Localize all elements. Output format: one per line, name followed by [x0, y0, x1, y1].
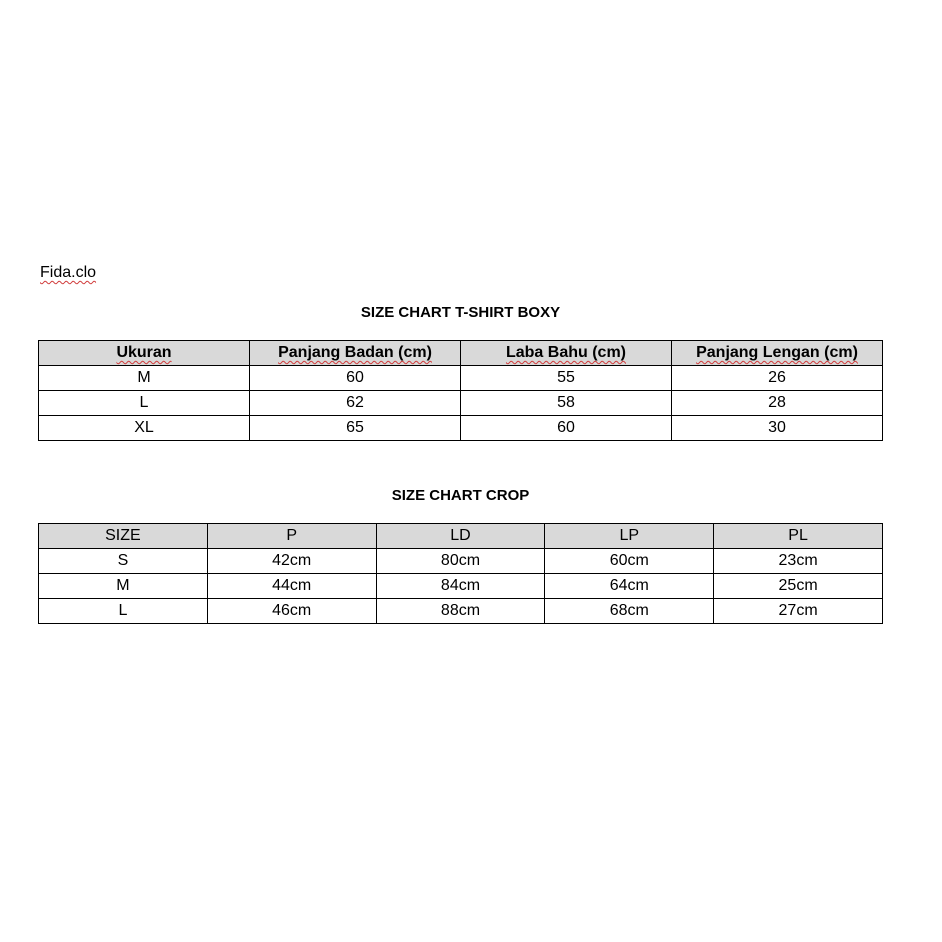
column-header: [672, 341, 883, 366]
table-cell: 65: [250, 416, 461, 441]
column-header-label: Panjang Badan (cm): [278, 344, 432, 361]
table-cell: S: [39, 549, 208, 574]
table-cell: 60: [461, 416, 672, 441]
table-cell: 26: [672, 366, 883, 391]
table-cell: 23cm: [714, 549, 883, 574]
table-cell: 60: [250, 366, 461, 391]
tshirt-boxy-size-chart-title: SIZE CHART T-SHIRT BOXY: [360, 304, 561, 321]
table-cell: XL: [39, 416, 250, 441]
table-row: [39, 366, 883, 391]
crop-size-table: [38, 523, 883, 624]
table-cell: L: [39, 599, 208, 624]
column-header: LP: [545, 524, 714, 549]
table-row: [39, 391, 883, 416]
table-cell: 80cm: [376, 549, 545, 574]
table-cell: 68cm: [545, 599, 714, 624]
table-row: [39, 549, 883, 574]
table-cell: 64cm: [545, 574, 714, 599]
table-row: [39, 416, 883, 441]
column-header-label: Panjang Lengan (cm): [696, 344, 858, 361]
column-header: [250, 341, 461, 366]
table-cell: 42cm: [207, 549, 376, 574]
table-cell: M: [39, 574, 208, 599]
tshirt-boxy-size-table: [38, 340, 883, 441]
table-cell: 30: [672, 416, 883, 441]
column-header: PL: [714, 524, 883, 549]
column-header: SIZE: [39, 524, 208, 549]
column-header: [461, 341, 672, 366]
table-cell: M: [39, 366, 250, 391]
table-cell: 60cm: [545, 549, 714, 574]
column-header: LD: [376, 524, 545, 549]
table-cell: 44cm: [207, 574, 376, 599]
table-row: [39, 574, 883, 599]
column-header: [39, 341, 250, 366]
column-header-label: Laba Bahu (cm): [505, 344, 626, 361]
table-cell: 46cm: [207, 599, 376, 624]
table-header-row: [39, 524, 883, 549]
table-cell: L: [39, 391, 250, 416]
table-cell: 28: [672, 391, 883, 416]
table-row: [39, 599, 883, 624]
table-cell: 62: [250, 391, 461, 416]
crop-size-chart-title: SIZE CHART CROP: [391, 487, 530, 504]
table-cell: 27cm: [714, 599, 883, 624]
table-cell: 58: [461, 391, 672, 416]
brand-name: Fida.clo: [40, 264, 97, 281]
column-header: P: [207, 524, 376, 549]
table-cell: 88cm: [376, 599, 545, 624]
table-cell: 25cm: [714, 574, 883, 599]
table-cell: 55: [461, 366, 672, 391]
column-header-label: Ukuran: [116, 344, 172, 361]
table-header-row: [39, 341, 883, 366]
table-cell: 84cm: [376, 574, 545, 599]
